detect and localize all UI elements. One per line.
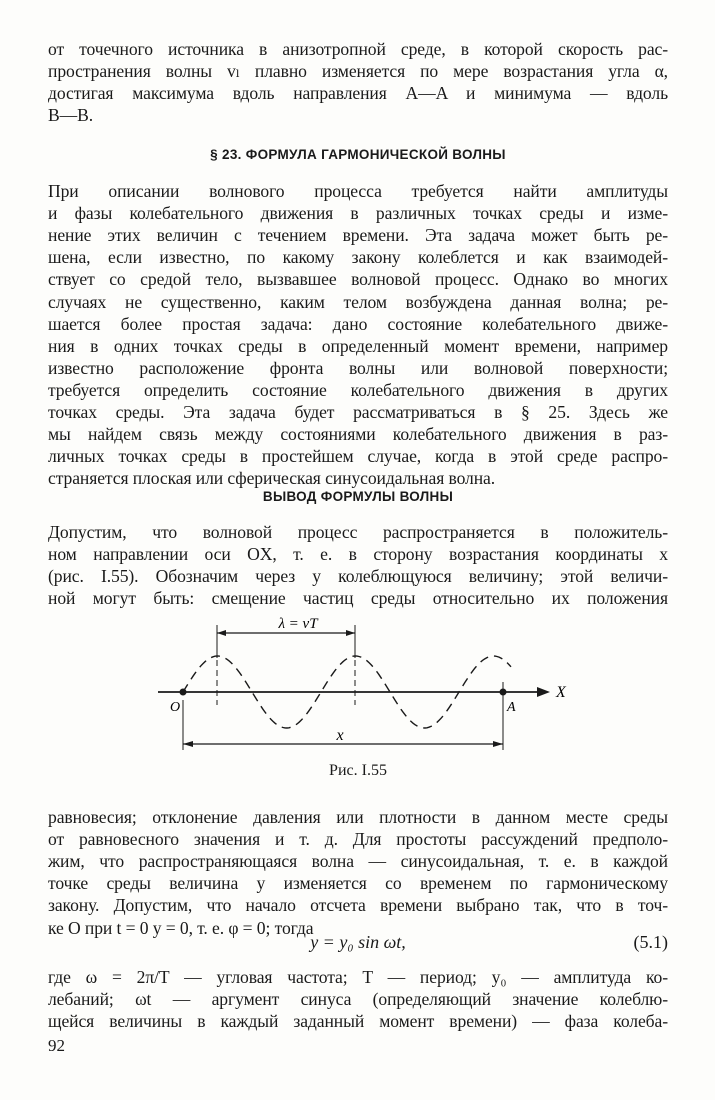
text-line: случаях не существенно, каким телом возбуждена данная волна; ре- [48,291,668,312]
distance-arrow-left [183,741,193,747]
text-line: (рис. I.55). Обозначим через y колеблющуюся величину; этой величи- [48,566,668,587]
distance-label: x [336,727,344,744]
text-line: известно расположение фронта волны или волновой поверхности; [48,357,668,378]
section-heading: § 23. ФОРМУЛА ГАРМОНИЧЕСКОЙ ВОЛНЫ [210,147,506,162]
text-line: ния в одних точках среды в определенный момент времени, например [48,335,668,356]
text-line: нение этих величин с течением времени. Эта задача может быть ре- [48,225,668,246]
text-line: достигая максимума вдоль направления A—A и минимума — вдоль [48,83,668,104]
text-line: ной могут быть: смещение частиц среды относительно их положения [48,588,668,609]
text-line: Допустим, что волновой процесс распространяется в положитель- [48,522,668,542]
x-axis-arrow [537,687,550,697]
text-line: щейся величины в каждый заданный момент времени) — фаза колеба- [48,1011,668,1032]
text-line: шена, если известно, по какому закону колеблется и как взаимодей- [48,247,668,268]
origin-label: O [170,700,181,715]
text-line: ном направлении оси OX, т. е. в сторону возрастания координаты x [48,544,668,565]
equation-number: (5.1) [633,932,668,952]
text-line: личных точках среды в простейшем случае, когда в этой среде распро- [48,446,668,467]
text-line: требуется определить состояние колебательного движения в других [48,379,668,400]
equation-formula: y = y₀ sin ωt, [310,932,406,952]
text-line: ствует со средой тело, вызвавшее волновой процесс. Однако во многих [48,269,668,290]
text-line: точках среды. Эта задача будет рассматриваться в § 25. Здесь же [48,402,668,422]
text-line: равновесия; отклонение давления или плотности в данном месте среды [48,807,668,827]
text-line: закону. Допустим, что начало отсчета времени выбрано так, что в точ- [48,895,668,916]
figure-caption: Рис. I.55 [329,762,387,779]
text-line: ке O при t = 0 y = 0, т. е. φ = 0; тогда [48,917,314,938]
text-line: При описании волнового процесса требуется найти амплитуды [48,181,668,201]
lambda-label: λ = vT [278,616,318,632]
text-line: и фазы колебательного движения в различных точках среды и изме- [48,203,668,224]
lambda-arrow-right [346,630,355,636]
text-line: шается более простая задача: дано состояние колебательного движе- [48,313,668,334]
text-line: где ω = 2π/T — угловая частота; T — период; y₀ — амплитуда ко- [48,967,668,987]
point-a-label: A [507,700,516,715]
text-line: от равновесного значения и т. д. Для простоты рассуждений предполо- [48,829,668,850]
x-axis-label: X [556,684,566,701]
text-line: B—B. [48,105,94,126]
distance-arrow-right [493,741,503,747]
equation-5-1 [48,932,668,956]
page-number: 92 [48,1036,65,1055]
wave-figure [0,600,715,760]
text-line: мы найдем связь между состояниями колебательного движения в раз- [48,424,668,445]
text-line: точке среды величина y изменяется со временем по гармоническому [48,873,668,894]
lambda-arrow-left [217,630,226,636]
text-line: от точечного источника в анизотропной среде, в которой скорость рас- [48,39,668,59]
text-line: пространения волны vₗ плавно изменяется по мере возрастания угла α, [48,61,668,82]
text-line: лебаний; ωt — аргумент синуса (определяющий значение колеблю- [48,989,668,1010]
text-line: жим, что распространяющаяся волна — синусоидальная, т. е. в каждой [48,851,668,872]
subsection-heading: ВЫВОД ФОРМУЛЫ ВОЛНЫ [262,489,454,504]
text-line: страняется плоская или сферическая синусоидальная волна. [48,468,496,489]
